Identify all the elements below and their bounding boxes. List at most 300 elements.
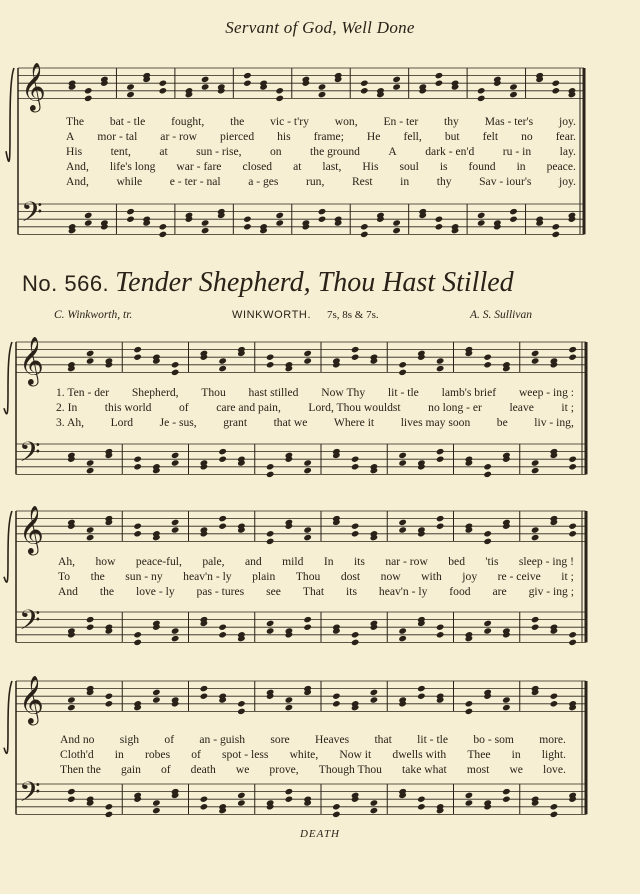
note-head bbox=[126, 83, 135, 90]
lyric-line bbox=[66, 144, 576, 159]
note-head bbox=[86, 616, 95, 623]
note-head bbox=[218, 448, 227, 455]
note-head bbox=[318, 91, 327, 98]
note-head bbox=[568, 463, 577, 470]
lyric-word: lay. bbox=[559, 145, 576, 158]
note-head bbox=[568, 346, 577, 353]
note-head bbox=[200, 803, 209, 810]
lyric-word: Lord, Thou wouldst bbox=[308, 401, 401, 414]
note-head bbox=[531, 624, 540, 631]
note-head bbox=[266, 627, 275, 634]
lyric-word: Lord bbox=[110, 416, 134, 429]
note-head bbox=[436, 357, 445, 364]
lyric-word: soul bbox=[399, 160, 419, 173]
lyric-line bbox=[66, 159, 576, 174]
lyric-word: sun - rise, bbox=[196, 145, 242, 158]
lyric-line bbox=[60, 747, 566, 762]
lyric-word: Then the bbox=[60, 763, 101, 776]
note-head bbox=[200, 685, 209, 692]
hymn-number: No. 566. bbox=[22, 271, 110, 296]
note-head bbox=[243, 80, 252, 87]
lyric-word: And, bbox=[66, 175, 89, 188]
note-head bbox=[171, 452, 180, 459]
lyric-line bbox=[58, 584, 574, 599]
note-head bbox=[218, 456, 227, 463]
lyric-word: lives may soon bbox=[400, 416, 471, 429]
lyric-word: life's long bbox=[109, 160, 156, 173]
note-head bbox=[275, 212, 284, 219]
note-head bbox=[67, 696, 76, 703]
note-head bbox=[332, 803, 341, 810]
note-head bbox=[275, 87, 284, 94]
note-head bbox=[285, 796, 294, 803]
lyric-word: be bbox=[496, 416, 508, 429]
note-head bbox=[435, 216, 444, 223]
note-head bbox=[105, 811, 114, 818]
lyric-word: white, bbox=[289, 748, 319, 761]
lyric-word: found bbox=[468, 160, 496, 173]
lyric-word: peace-ful, bbox=[135, 555, 182, 568]
lyric-word: Where it bbox=[333, 416, 375, 429]
note-head bbox=[126, 208, 135, 215]
note-head bbox=[568, 456, 577, 463]
note-head bbox=[318, 208, 327, 215]
note-head bbox=[303, 357, 312, 364]
note-head bbox=[126, 216, 135, 223]
lyric-word: war - fare bbox=[176, 160, 222, 173]
lyric-word: Mas - ter's bbox=[484, 115, 534, 128]
note-head bbox=[171, 361, 180, 368]
note-head bbox=[332, 811, 341, 818]
note-head bbox=[67, 704, 76, 711]
lyric-line bbox=[66, 114, 576, 129]
lyric-line bbox=[56, 415, 574, 430]
lyric-line bbox=[60, 762, 566, 777]
note-head bbox=[84, 95, 93, 102]
lyric-word: we bbox=[235, 763, 250, 776]
note-head bbox=[152, 799, 161, 806]
note-head bbox=[435, 72, 444, 79]
note-head bbox=[86, 624, 95, 631]
note-head bbox=[318, 216, 327, 223]
note-head bbox=[171, 627, 180, 634]
note-head bbox=[552, 80, 561, 87]
note-head bbox=[275, 95, 284, 102]
lyric-word: no bbox=[521, 130, 533, 143]
lyric-word: prove, bbox=[269, 763, 299, 776]
note-head bbox=[360, 231, 369, 238]
clef-symbol: 𝄢 bbox=[19, 603, 41, 643]
lyric-word: Ah, bbox=[58, 555, 76, 568]
note-head bbox=[86, 534, 95, 541]
note-head bbox=[398, 459, 407, 466]
note-head bbox=[483, 471, 492, 478]
note-head bbox=[84, 219, 93, 226]
note-head bbox=[133, 354, 142, 361]
lyric-word: nar - row bbox=[385, 555, 428, 568]
brace bbox=[4, 681, 12, 753]
note-head bbox=[398, 635, 407, 642]
note-head bbox=[86, 526, 95, 533]
note-head bbox=[266, 361, 275, 368]
lyric-word: robes bbox=[144, 748, 171, 761]
note-head bbox=[105, 700, 114, 707]
note-head bbox=[531, 459, 540, 466]
note-head bbox=[318, 83, 327, 90]
lyric-word: bed bbox=[448, 555, 465, 568]
lyric-word: 'tis bbox=[485, 555, 499, 568]
lyric-word: bo - som bbox=[473, 733, 514, 746]
note-head bbox=[465, 708, 474, 715]
lyric-word: Rest bbox=[351, 175, 373, 188]
note-head bbox=[398, 369, 407, 376]
lyric-word: sun - ny bbox=[125, 570, 163, 583]
note-head bbox=[502, 796, 511, 803]
lyric-word: tent, bbox=[110, 145, 131, 158]
note-head bbox=[67, 796, 76, 803]
clef-symbol: 𝄞 bbox=[19, 504, 44, 554]
note-head bbox=[266, 620, 275, 627]
lyric-word: pierced bbox=[220, 130, 255, 143]
lyric-word: sore bbox=[270, 733, 290, 746]
note-head bbox=[436, 515, 445, 522]
note-head bbox=[266, 463, 275, 470]
note-head bbox=[266, 471, 275, 478]
lyric-word: Cloth'd bbox=[60, 748, 94, 761]
lyric-word: thy bbox=[444, 115, 459, 128]
lyric-word: closed bbox=[242, 160, 273, 173]
note-head bbox=[435, 223, 444, 230]
note-head bbox=[303, 459, 312, 466]
lyric-word: hast stilled bbox=[248, 386, 299, 399]
note-head bbox=[568, 530, 577, 537]
note-head bbox=[417, 796, 426, 803]
lyric-word: ru - in bbox=[502, 145, 532, 158]
note-head bbox=[285, 704, 294, 711]
note-head bbox=[509, 208, 518, 215]
lyric-word: In bbox=[323, 555, 334, 568]
note-head bbox=[201, 83, 210, 90]
lyric-word: vic - t'ry bbox=[270, 115, 309, 128]
lyric-word: ar - row bbox=[160, 130, 197, 143]
lyric-word: it ; bbox=[561, 401, 574, 414]
note-head bbox=[509, 216, 518, 223]
lyric-word: care and pain, bbox=[216, 401, 281, 414]
note-head bbox=[392, 76, 401, 83]
note-head bbox=[531, 350, 540, 357]
page-title: Servant of God, Well Done bbox=[225, 18, 415, 37]
note-head bbox=[133, 463, 142, 470]
note-head bbox=[552, 223, 561, 230]
lyric-word: dwells with bbox=[392, 748, 447, 761]
lyric-word: 3. Ah, bbox=[56, 416, 85, 429]
note-head bbox=[86, 459, 95, 466]
lyric-word: pale, bbox=[202, 555, 225, 568]
note-head bbox=[266, 538, 275, 545]
lyric-word: thy bbox=[436, 175, 452, 188]
system2-lyrics bbox=[58, 554, 574, 599]
note-head bbox=[531, 616, 540, 623]
lyric-word: are bbox=[492, 585, 507, 598]
note-head bbox=[285, 788, 294, 795]
note-head bbox=[502, 696, 511, 703]
lyric-word: fought, bbox=[171, 115, 205, 128]
note-head bbox=[465, 799, 474, 806]
lyric-word: won, bbox=[334, 115, 358, 128]
note-head bbox=[417, 693, 426, 700]
lyric-word: plain bbox=[252, 570, 276, 583]
note-head bbox=[435, 80, 444, 87]
note-head bbox=[152, 689, 161, 696]
note-head bbox=[477, 87, 486, 94]
lyric-word: Though Thou bbox=[318, 763, 382, 776]
lyric-word: e - ter - nal bbox=[169, 175, 221, 188]
note-head bbox=[159, 223, 168, 230]
composer-credit: A. S. Sullivan bbox=[470, 309, 532, 321]
note-head bbox=[502, 788, 511, 795]
note-head bbox=[200, 693, 209, 700]
lyric-line bbox=[60, 732, 566, 747]
note-head bbox=[86, 350, 95, 357]
note-head bbox=[509, 91, 518, 98]
system1-lyrics bbox=[56, 385, 574, 430]
note-head bbox=[86, 357, 95, 364]
note-head bbox=[436, 631, 445, 638]
lyric-line bbox=[66, 174, 576, 189]
note-head bbox=[509, 83, 518, 90]
lyric-word: fell, bbox=[403, 130, 422, 143]
note-head bbox=[465, 792, 474, 799]
note-head bbox=[398, 519, 407, 526]
note-head bbox=[133, 639, 142, 646]
note-head bbox=[483, 538, 492, 545]
lyric-word: Now Thy bbox=[321, 386, 366, 399]
lyric-word: of bbox=[179, 401, 189, 414]
note-head bbox=[398, 526, 407, 533]
lyric-word: in bbox=[114, 748, 124, 761]
note-head bbox=[550, 811, 559, 818]
note-head bbox=[105, 803, 114, 810]
lyric-word: And, bbox=[66, 160, 89, 173]
note-head bbox=[392, 227, 401, 234]
note-head bbox=[502, 704, 511, 711]
note-head bbox=[237, 792, 246, 799]
lyric-word: frame; bbox=[313, 130, 344, 143]
topic-footer: DEATH bbox=[299, 828, 341, 840]
lyric-word: of bbox=[164, 733, 175, 746]
brace bbox=[4, 511, 12, 582]
note-head bbox=[237, 708, 246, 715]
note-head bbox=[171, 369, 180, 376]
note-head bbox=[531, 357, 540, 364]
note-head bbox=[171, 519, 180, 526]
lyric-word: Sav - iour's bbox=[479, 175, 532, 188]
note-head bbox=[218, 515, 227, 522]
lyric-word: dost bbox=[340, 570, 361, 583]
lyric-word: the bbox=[90, 570, 105, 583]
lyric-word: bat - tle bbox=[109, 115, 146, 128]
note-head bbox=[483, 627, 492, 634]
note-head bbox=[436, 365, 445, 372]
note-head bbox=[360, 223, 369, 230]
lyric-word: love. bbox=[543, 763, 566, 776]
lyric-word: on bbox=[270, 145, 282, 158]
note-head bbox=[243, 223, 252, 230]
clef-symbol: 𝄞 bbox=[21, 61, 46, 111]
lyric-word: in bbox=[511, 748, 521, 761]
note-head bbox=[243, 72, 252, 79]
note-head bbox=[275, 219, 284, 226]
note-head bbox=[303, 534, 312, 541]
brace bbox=[4, 342, 12, 414]
note-head bbox=[477, 212, 486, 219]
note-head bbox=[483, 620, 492, 627]
lyric-word: dark - en'd bbox=[425, 145, 475, 158]
note-head bbox=[218, 365, 227, 372]
note-head bbox=[417, 803, 426, 810]
note-head bbox=[351, 530, 360, 537]
lyric-word: re - ceive bbox=[497, 570, 541, 583]
clef-symbol: 𝄢 bbox=[19, 435, 41, 475]
lyric-word: in bbox=[516, 160, 526, 173]
note-head bbox=[218, 631, 227, 638]
note-head bbox=[303, 350, 312, 357]
lyric-word: we bbox=[509, 763, 523, 776]
lyric-word: weep - ing : bbox=[518, 386, 574, 399]
note-head bbox=[477, 95, 486, 102]
note-head bbox=[477, 219, 486, 226]
note-head bbox=[370, 696, 379, 703]
lyric-word: that bbox=[374, 733, 392, 746]
lyric-word: 2. In bbox=[56, 401, 78, 414]
lyric-word: gain bbox=[120, 763, 141, 776]
lyric-word: take what bbox=[402, 763, 447, 776]
lyric-word: grant bbox=[223, 416, 248, 429]
translator-credit: C. Winkworth, tr. bbox=[54, 309, 133, 321]
lyric-line bbox=[56, 400, 574, 415]
note-head bbox=[465, 700, 474, 707]
note-head bbox=[552, 231, 561, 238]
note-head bbox=[398, 452, 407, 459]
note-head bbox=[171, 526, 180, 533]
note-head bbox=[568, 354, 577, 361]
lyric-word: His bbox=[362, 160, 379, 173]
lyric-word: sigh bbox=[119, 733, 140, 746]
lyric-word: in bbox=[400, 175, 410, 188]
lyric-word: this world bbox=[104, 401, 152, 414]
lyric-word: 1. Ten - der bbox=[56, 386, 110, 399]
lyric-word: the bbox=[99, 585, 115, 598]
lyric-line bbox=[58, 569, 574, 584]
lyric-word: joy bbox=[462, 570, 478, 583]
lyric-word: with bbox=[421, 570, 442, 583]
lyric-word: giv - ing ; bbox=[528, 585, 574, 598]
lyric-word: Thee bbox=[467, 748, 491, 761]
note-head bbox=[568, 523, 577, 530]
note-head bbox=[398, 361, 407, 368]
prev-hymn-lyrics bbox=[66, 114, 576, 189]
lyric-word: Je - sus, bbox=[159, 416, 197, 429]
note-head bbox=[332, 700, 341, 707]
note-head bbox=[126, 91, 135, 98]
lyric-word: lit - tle bbox=[417, 733, 449, 746]
note-head bbox=[351, 523, 360, 530]
note-head bbox=[436, 448, 445, 455]
hymn-title: Tender Shepherd, Thou Hast Stilled bbox=[115, 267, 514, 298]
lyric-word: that we bbox=[273, 416, 308, 429]
lyric-line bbox=[66, 129, 576, 144]
lyric-word: of bbox=[160, 763, 171, 776]
note-head bbox=[392, 83, 401, 90]
lyric-word: mor - tal bbox=[97, 130, 138, 143]
tune-name: WINKWORTH. bbox=[232, 309, 312, 321]
lyric-word: Thou bbox=[201, 386, 226, 399]
lyric-line bbox=[56, 385, 574, 400]
note-head bbox=[133, 346, 142, 353]
note-head bbox=[351, 639, 360, 646]
lyric-word: A bbox=[388, 145, 397, 158]
note-head bbox=[351, 631, 360, 638]
lyric-word: And bbox=[58, 585, 78, 598]
note-head bbox=[370, 799, 379, 806]
note-head bbox=[436, 456, 445, 463]
clef-symbol: 𝄞 bbox=[19, 674, 44, 724]
lyric-word: more. bbox=[539, 733, 566, 746]
note-head bbox=[552, 87, 561, 94]
note-head bbox=[417, 685, 426, 692]
note-head bbox=[370, 689, 379, 696]
lyric-word: felt bbox=[482, 130, 499, 143]
note-head bbox=[171, 459, 180, 466]
lyric-word: no long - er bbox=[428, 401, 482, 414]
lyric-word: the ground bbox=[310, 145, 360, 158]
lyric-word: liv - ing, bbox=[534, 416, 574, 429]
note-head bbox=[285, 696, 294, 703]
note-head bbox=[550, 693, 559, 700]
note-head bbox=[201, 76, 210, 83]
lyric-word: lit - tle bbox=[387, 386, 419, 399]
note-head bbox=[152, 807, 161, 814]
lyric-word: To bbox=[58, 570, 71, 583]
note-head bbox=[171, 635, 180, 642]
lyric-word: its bbox=[353, 555, 365, 568]
note-head bbox=[568, 639, 577, 646]
clef-symbol: 𝄢 bbox=[21, 195, 43, 235]
hymn-heading bbox=[22, 267, 514, 299]
note-head bbox=[218, 523, 227, 530]
lyric-word: heav'n - ly bbox=[183, 570, 232, 583]
note-head bbox=[398, 627, 407, 634]
lyric-word: fear. bbox=[555, 130, 576, 143]
note-head bbox=[531, 467, 540, 474]
brace bbox=[6, 68, 14, 161]
lyric-word: heav'n - ly bbox=[378, 585, 428, 598]
lyric-word: Shepherd, bbox=[131, 386, 179, 399]
clef-symbol: 𝄞 bbox=[19, 335, 44, 385]
lyric-word: the bbox=[230, 115, 245, 128]
note-head bbox=[133, 456, 142, 463]
note-head bbox=[152, 696, 161, 703]
lyric-word: how bbox=[95, 555, 116, 568]
note-head bbox=[84, 87, 93, 94]
note-head bbox=[133, 523, 142, 530]
note-head bbox=[351, 346, 360, 353]
note-head bbox=[303, 526, 312, 533]
lyric-word: run, bbox=[306, 175, 325, 188]
lyric-word: an - guish bbox=[199, 733, 246, 746]
lyric-word: its bbox=[346, 585, 357, 598]
note-head bbox=[303, 616, 312, 623]
